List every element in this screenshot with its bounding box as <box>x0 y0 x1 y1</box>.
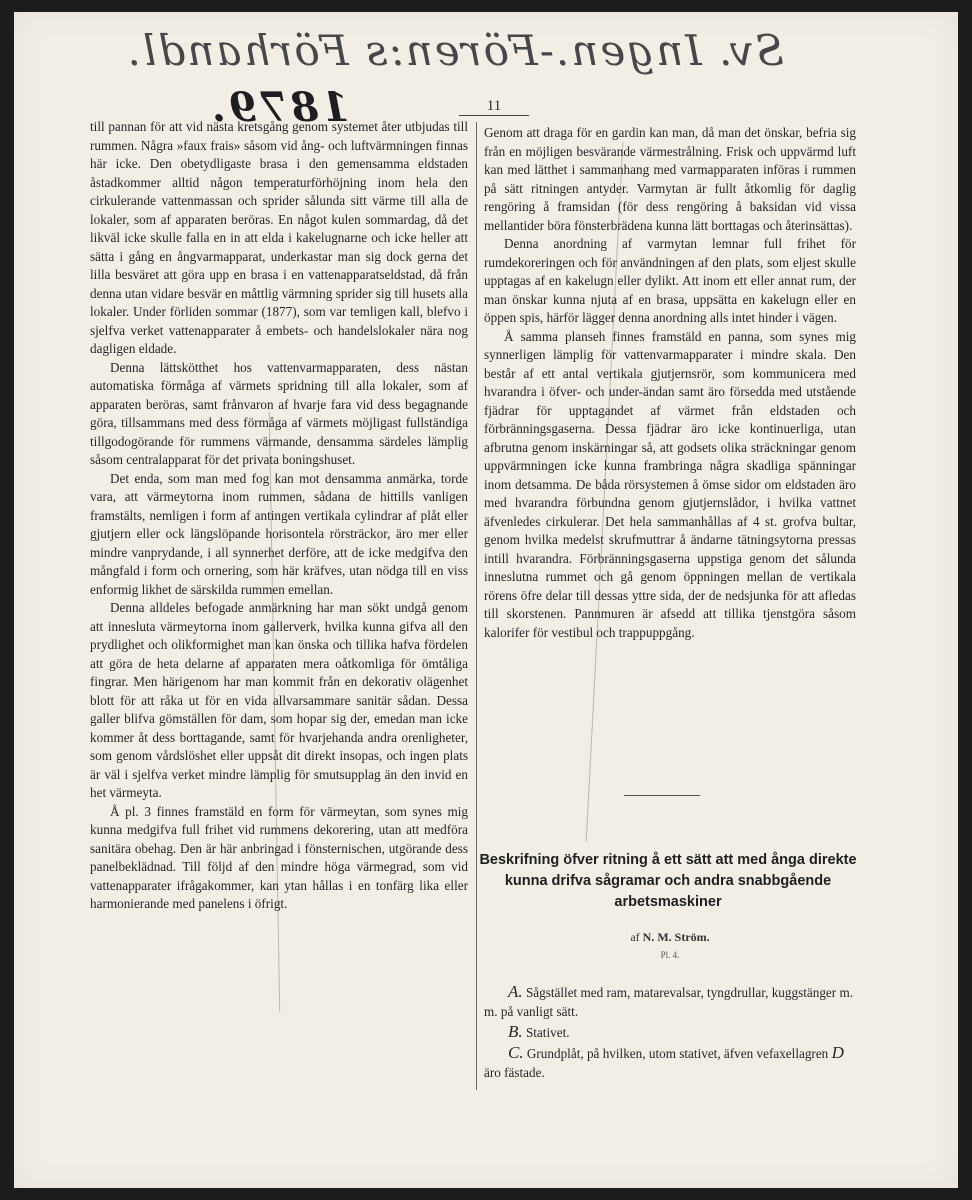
left-column <box>90 118 468 914</box>
legend-letter: C. <box>508 1043 524 1062</box>
section-separator <box>624 795 700 796</box>
column-divider <box>476 122 477 1090</box>
author-prefix: af <box>630 930 640 944</box>
page-number-rule <box>459 115 529 116</box>
legend-text: Sågstället med ram, matarevalsar, tyngdrullar, kuggstänger m. m. på vanligt sätt. <box>484 985 854 1019</box>
legend-letter: A. <box>508 982 523 1001</box>
legend-letter: B. <box>508 1022 523 1041</box>
handwritten-year: 1879. <box>209 84 350 131</box>
legend-letter: D <box>831 1043 844 1062</box>
author-name: N. M. Ström. <box>642 930 710 944</box>
legend-text: äro fästade. <box>484 1065 545 1080</box>
legend-item <box>484 1022 860 1042</box>
paragraph: till pannan för att vid nästa kretsgång genom systemet åter utbjudas till rummen. Några »faux frais» såsom vid ång- och luftvärmningen finnas här icke. Den obetydligaste brasa i den gemensamma eldstaden åstadkommer alltid någon temperaturförhöjning inom hela den cirkulerande vattenmassan och sprider sålunda sitt värme till alla de lokaler, som af apparaten beröras. En något kulen sommardag, då det likväl icke skulle falla en in att elda i kakelugnarne och icke heller att sätta i gång en ångvarmapparat, underkastar man sig dock gerna det lilla besväret att göra upp en brasa i en vattenapparatseldstad, då från denna utan vidare besvär en måttlig värmning sprider sig till husets alla lokaler. Under förliden sommar (1877), som var temligen kall, blefvo i sjelfva verket vattenapparater å embets- och handelslokaler nära nog dagligen eldade. <box>90 119 468 356</box>
paragraph: Denna alldeles befogade anmärkning har man sökt undgå genom att innesluta värmeytorna inom gallerverk, hvilka kunna gifva all den prydlighet och olikformighet man kan önska och tillika hafva fördelen att göra de heta delarne af apparaten mera oåtkomliga för ömtåliga fingrar. Men härigenom har man kommit från en dekorativ olägenhet blott för att råka ut för en vida allvarsammare sanitär sådan. Dessa galler blifva gömställen för dam, som hopar sig der, emedan man icke kommer åt dess borttagande, samt för hvarjehanda andra orenligheter, som genom vårdslöshet eller uppsåt dit direkt insopas, och ingen plats är väl i sjelfva verket mindre lämplig för smutsupplag än den invid en het värmeyta. <box>90 600 468 800</box>
author-line <box>484 930 856 945</box>
legend-item <box>484 982 860 1021</box>
legend-list <box>484 982 860 1083</box>
document-page <box>14 12 958 1188</box>
paragraph: Det enda, som man med fog kan mot densamma anmärka, torde vara, att värmeytorna inom rummen, sådana de hittills vanligen framstälts, nemligen i form af antingen vertikala cylindrar af plåt eller gjutjern eller ock längslöpande horisontela rörsträckor, äro mer eller mindre vanprydande, i all synnerhet derföre, att de icke medgifva den mångfald i form och ornering, som här kräfves, utan nödga till en viss enformig likhet de särskilda rummen emellan. <box>90 470 468 597</box>
section-title: Beskrifning öfver ritning å ett sätt att med ånga direkte kunna drifva sågramar och andra snabbgående arbetsmaskiner <box>479 852 857 910</box>
plate-reference: Pl. 4. <box>660 950 680 960</box>
paragraph: Genom att draga för en gardin kan man, då man det önskar, befria sig från en möjligen besvärande värmestrålning. Frisk och uppvärmd luft kan med lätthet i sammanhang med varmapparaten införas i rummen på sätt ritningen antyder. Varmytan är fullt åtkomlig för daglig rengöring å framsidan (för dess rengöring å baksidan vid vissa mellantider böra fönsterbrädena kunna lätt borttagas och återinsättas). <box>484 125 856 233</box>
handwritten-note: Sv. Ingen.-Fören:s Förhandl. <box>125 26 784 75</box>
paragraph: Denna lättskötthet hos vattenvarmapparaten, dess nästan automatiska förmåga af värmets spridning till alla lokaler, som af apparaten beröras, samt frånvaron af hvarje fara vid dess begagnande göra, tillsammans med dess förmåga af värmets möjligast fullständiga tillgodogörande för rummens värmande, densamma särdeles lämplig såsom centralapparat för det privata boningshuset. <box>90 359 468 467</box>
paragraph: Å samma planseh finnes framstäld en panna, som synes mig synnerligen lämplig för vattenvarmapparater i mindre skala. Den består af ett antal vertikala gjutjernsrör, som kommunicera med hvarandra i öfver- och under-ändan samt äro försedda med utstående fjädrar för upptagandet af värmet från eldstaden och förbränningsgaserna. Dessa fjädrar äro icke kontinuerliga, utan afbrutna genom inskärningar så, att godsets olika sträckningar genom uppvärmningen icke kunna frambringa några skadliga spänningar inom detsamma. De båda rörsystemen å ömse sidor om eldstaden äro med hvarandra förbundna genom gjutjernslådor, i hvilka vattnet äfvenledes cirkulerar. Det hela sammanhållas af 4 st. grofva bultar, genom hvilka medelst skrufmuttrar å ändarne tätningsytorna pressas intill hvarandra. Förbränningsgaserna uppstiga genom det sålunda inneslutna rummet och gå genom öppningen mellan de vertikala rörens öfre delar till dessas yttre sida, der de nedsjunka för att afledas till skorstenen. Pannmuren är afsedd att tillika tjenstgöra såsom kalorifer för vestibul och trappuppgång. <box>484 328 856 640</box>
legend-item <box>484 1043 860 1082</box>
paragraph: Å pl. 3 finnes framstäld en form för värmeytan, som synes mig kunna medgifva full frihet vid rummens dekorering, utan att medföra sanitära obehag. Den är här anbringad i fönsternischen, utgörande dess panelbeklädnad. Till följd af den mindre höga värmegrad, som vid vattenapparater ifrågakommer, kan ytan hållas i en tonfärg lika eller harmonierande med panelens i öfrigt. <box>90 803 468 911</box>
legend-text: Stativet. <box>525 1025 570 1040</box>
legend-text: Grundplåt, på hvilken, utom stativet, äfven vefaxellagren <box>526 1046 829 1061</box>
page-number: 11 <box>486 98 502 114</box>
paragraph: Denna anordning af varmytan lemnar full frihet för rumdekoreringen och för användningen af den plats, som eljest skulle upptagas af en kakelugn eller dylikt. Att inom ett eller annat rum, der man önskar kunna njuta af en brasa, uppsätta en kakelugn eller en öppen spis, härför lägger denna anordning alls intet hinder i vägen. <box>484 236 856 325</box>
right-column <box>484 124 856 642</box>
